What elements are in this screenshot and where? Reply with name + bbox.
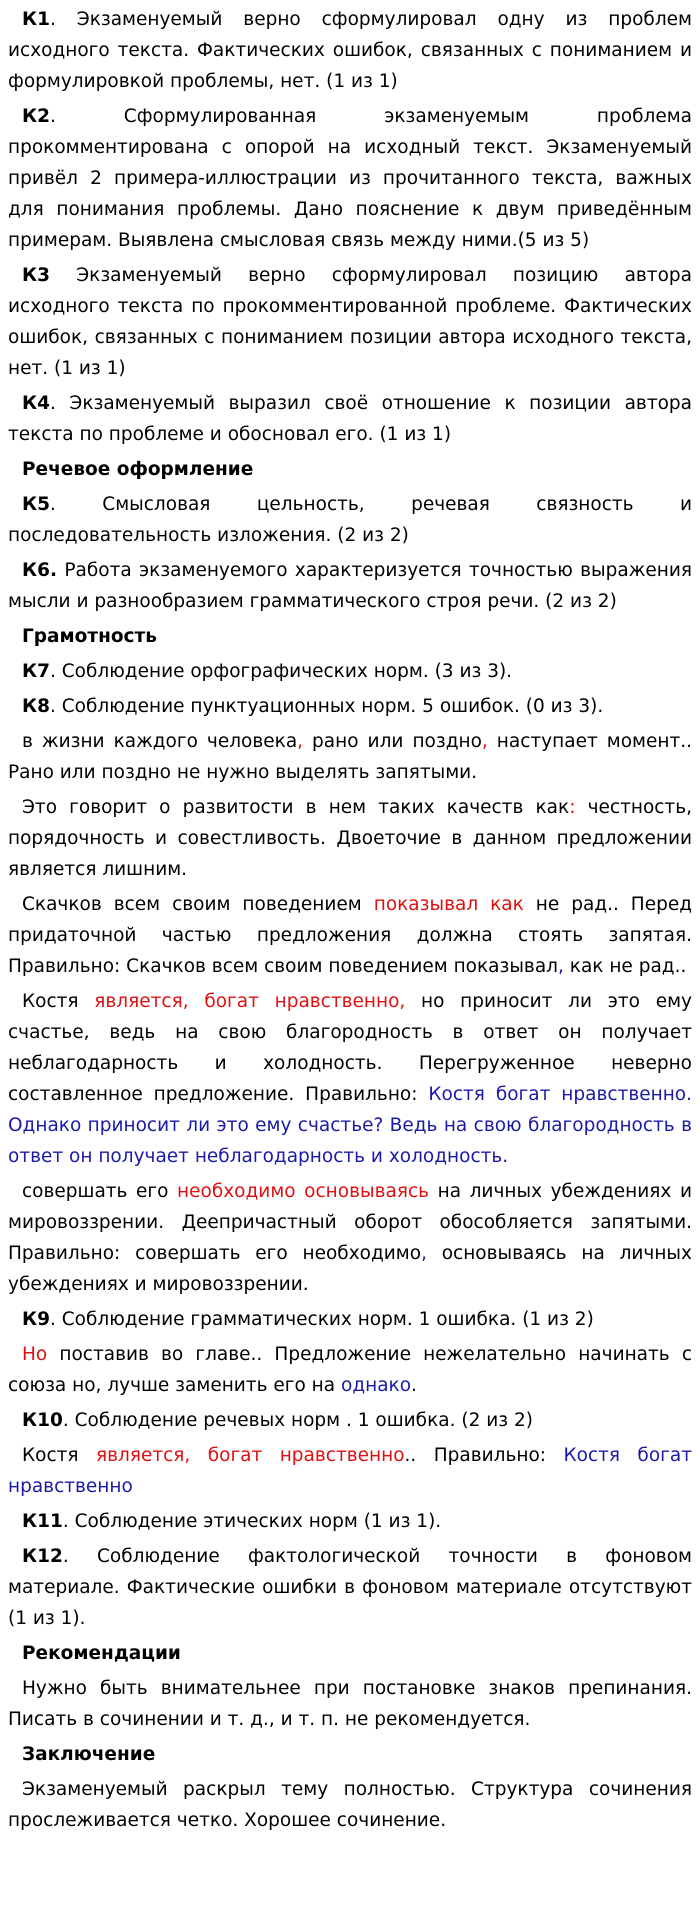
criterion-code: К7	[22, 661, 50, 682]
example-text: как не рад..	[563, 956, 687, 977]
criterion-code: К11	[22, 1511, 63, 1532]
error-mark: :	[569, 797, 576, 818]
criterion-k12	[8, 1541, 692, 1634]
correction-mark: Костя богат нравственно	[8, 1445, 692, 1497]
error-mark: является, богат нравственно,	[94, 991, 406, 1012]
criterion-text: . Экзаменуемый верно сформулировал одну из проблем исходного текста. Фактических ошибок, связанных с пониманием и формулировкой проблемы, нет. (1 из 1)	[8, 9, 692, 92]
criterion-k6	[8, 555, 692, 617]
example-text: рано или поздно	[303, 731, 482, 752]
criterion-text: Работа экзаменуемого характеризуется точностью выражения мысли и разнообразием грамматического строя речи. (2 из 2)	[8, 560, 692, 612]
criterion-code: К9	[22, 1309, 50, 1330]
criterion-code: К2	[22, 106, 50, 127]
example-text: Костя	[22, 991, 95, 1012]
section-heading-literacy: Грамотность	[22, 626, 157, 647]
error-example-6	[8, 1339, 692, 1401]
conclusion-text: Экзаменуемый раскрыл тему полностью. Структура сочинения прослеживается четко. Хорошее сочинение.	[8, 1779, 692, 1831]
error-mark: ,	[481, 731, 488, 752]
example-text: Костя	[22, 1445, 96, 1466]
error-mark: показывал как	[373, 894, 524, 915]
example-comment: честность, порядочность и совестливость. Двоеточие в данном предложении является лишним.	[8, 797, 692, 880]
criterion-text: . Соблюдение этических норм (1 из 1).	[62, 1511, 442, 1532]
criterion-k1	[8, 4, 692, 97]
example-comment: .. Правильно:	[404, 1445, 564, 1466]
example-comment: на личных убеждениях и мировоззрении. Деепричастный оборот обособляется запятыми. Правильно: совершать его необходимо	[8, 1181, 692, 1264]
criterion-code: К1	[22, 9, 50, 30]
error-mark: необходимо основываясь	[177, 1181, 430, 1202]
section-heading-recommendations: Рекомендации	[22, 1643, 181, 1664]
criterion-text: . Соблюдение орфографических норм. (3 из 3).	[50, 661, 513, 682]
criterion-text: . Экзаменуемый выразил своё отношение к позиции автора текста по проблеме и обосновал его. (1 из 1)	[8, 393, 692, 445]
criterion-k7	[8, 656, 692, 687]
section-heading-conclusion: Заключение	[22, 1744, 156, 1765]
error-example-2	[8, 792, 692, 885]
criterion-code: К6.	[22, 560, 58, 581]
example-comment: не рад.. Перед придаточной частью предложения должна стоять запятая. Правильно: Скачков всем своим поведением показывал	[8, 894, 693, 977]
error-example-5	[8, 1176, 692, 1300]
example-text: Скачков всем своим поведением	[22, 894, 374, 915]
criterion-k5	[8, 489, 692, 551]
criterion-k10	[8, 1405, 692, 1436]
criterion-text: . Сформулированная экзаменуемым проблема прокомментирована с опорой на исходный текст. Экзаменуемый привёл 2 примера-иллюстрации из прочитанного текста, важных для понимания проблемы. Дано пояснение к двум приведённым примерам. Выявлена смысловая связь между ними.(5 из 5)	[8, 106, 692, 251]
criterion-text: . Соблюдение фактологической точности в фоновом материале. Фактические ошибки в фоновом материале отсутствуют (1 из 1).	[8, 1546, 692, 1629]
error-example-4	[8, 986, 692, 1172]
criterion-code: К10	[22, 1410, 63, 1431]
criterion-code: К5	[22, 494, 50, 515]
error-example-1	[8, 726, 692, 788]
example-comment: поставив во главе.. Предложение нежелательно начинать с союза но, лучше заменить его на	[8, 1344, 692, 1396]
criterion-k4	[8, 388, 692, 450]
correction-mark: Костя богат нравственно. Однако приносит ли это ему счастье? Ведь на свою благородность в ответ он получает неблагодарность и холодность.	[8, 1084, 692, 1167]
error-example-7	[8, 1440, 692, 1502]
criterion-text: . Соблюдение пунктуационных норм. 5 ошибок. (0 из 3).	[50, 696, 604, 717]
example-text: основываясь на личных убеждениях и мировоззрении.	[8, 1243, 692, 1295]
error-mark: ,	[297, 731, 304, 752]
criterion-k2	[8, 101, 692, 256]
example-text: совершать его	[22, 1181, 178, 1202]
recommendations-text: Нужно быть внимательнее при постановке знаков препинания. Писать в сочинении и т. д., и т. п. не рекомендуется.	[8, 1678, 692, 1730]
error-mark: является, богат нравственно	[95, 1445, 405, 1466]
criterion-k9	[8, 1304, 692, 1335]
example-text: .	[411, 1375, 417, 1396]
correction-mark: однако	[341, 1375, 412, 1396]
example-comment: наступает момент.. Рано или поздно не нужно выделять запятыми.	[8, 731, 692, 783]
criterion-code: К8	[22, 696, 50, 717]
criterion-code: К4	[22, 393, 50, 414]
criterion-text: . Соблюдение грамматических норм. 1 ошибка. (1 из 2)	[50, 1309, 594, 1330]
error-example-3	[8, 889, 692, 982]
criterion-code: К12	[22, 1546, 63, 1567]
example-comment: но приносит ли это ему счастье, ведь на свою благородность в ответ он получает неблагодарность и холодность. Перегруженное неверно составленное предложение. Правильно:	[8, 991, 692, 1105]
error-mark: Но	[22, 1344, 48, 1365]
example-text: Это говорит о развитости в нем таких качеств как	[22, 797, 570, 818]
criterion-k11	[8, 1506, 692, 1537]
example-text: в жизни каждого человека	[22, 731, 298, 752]
criterion-text: . Смысловая цельность, речевая связность и последовательность изложения. (2 из 2)	[8, 494, 692, 546]
correction-mark: ,	[421, 1243, 427, 1264]
criterion-code: К3	[22, 265, 50, 286]
criterion-k3	[8, 260, 692, 384]
criterion-text: . Соблюдение речевых норм . 1 ошибка. (2 из 2)	[62, 1410, 533, 1431]
criterion-k8	[8, 691, 692, 722]
section-heading-speech: Речевое оформление	[22, 459, 254, 480]
criterion-text: Экзаменуемый верно сформулировал позицию автора исходного текста по прокомментированной проблеме. Фактических ошибок, связанных с пониманием позиции автора исходного текста, нет. (1 из 1)	[8, 265, 692, 379]
correction-mark: ,	[558, 956, 564, 977]
